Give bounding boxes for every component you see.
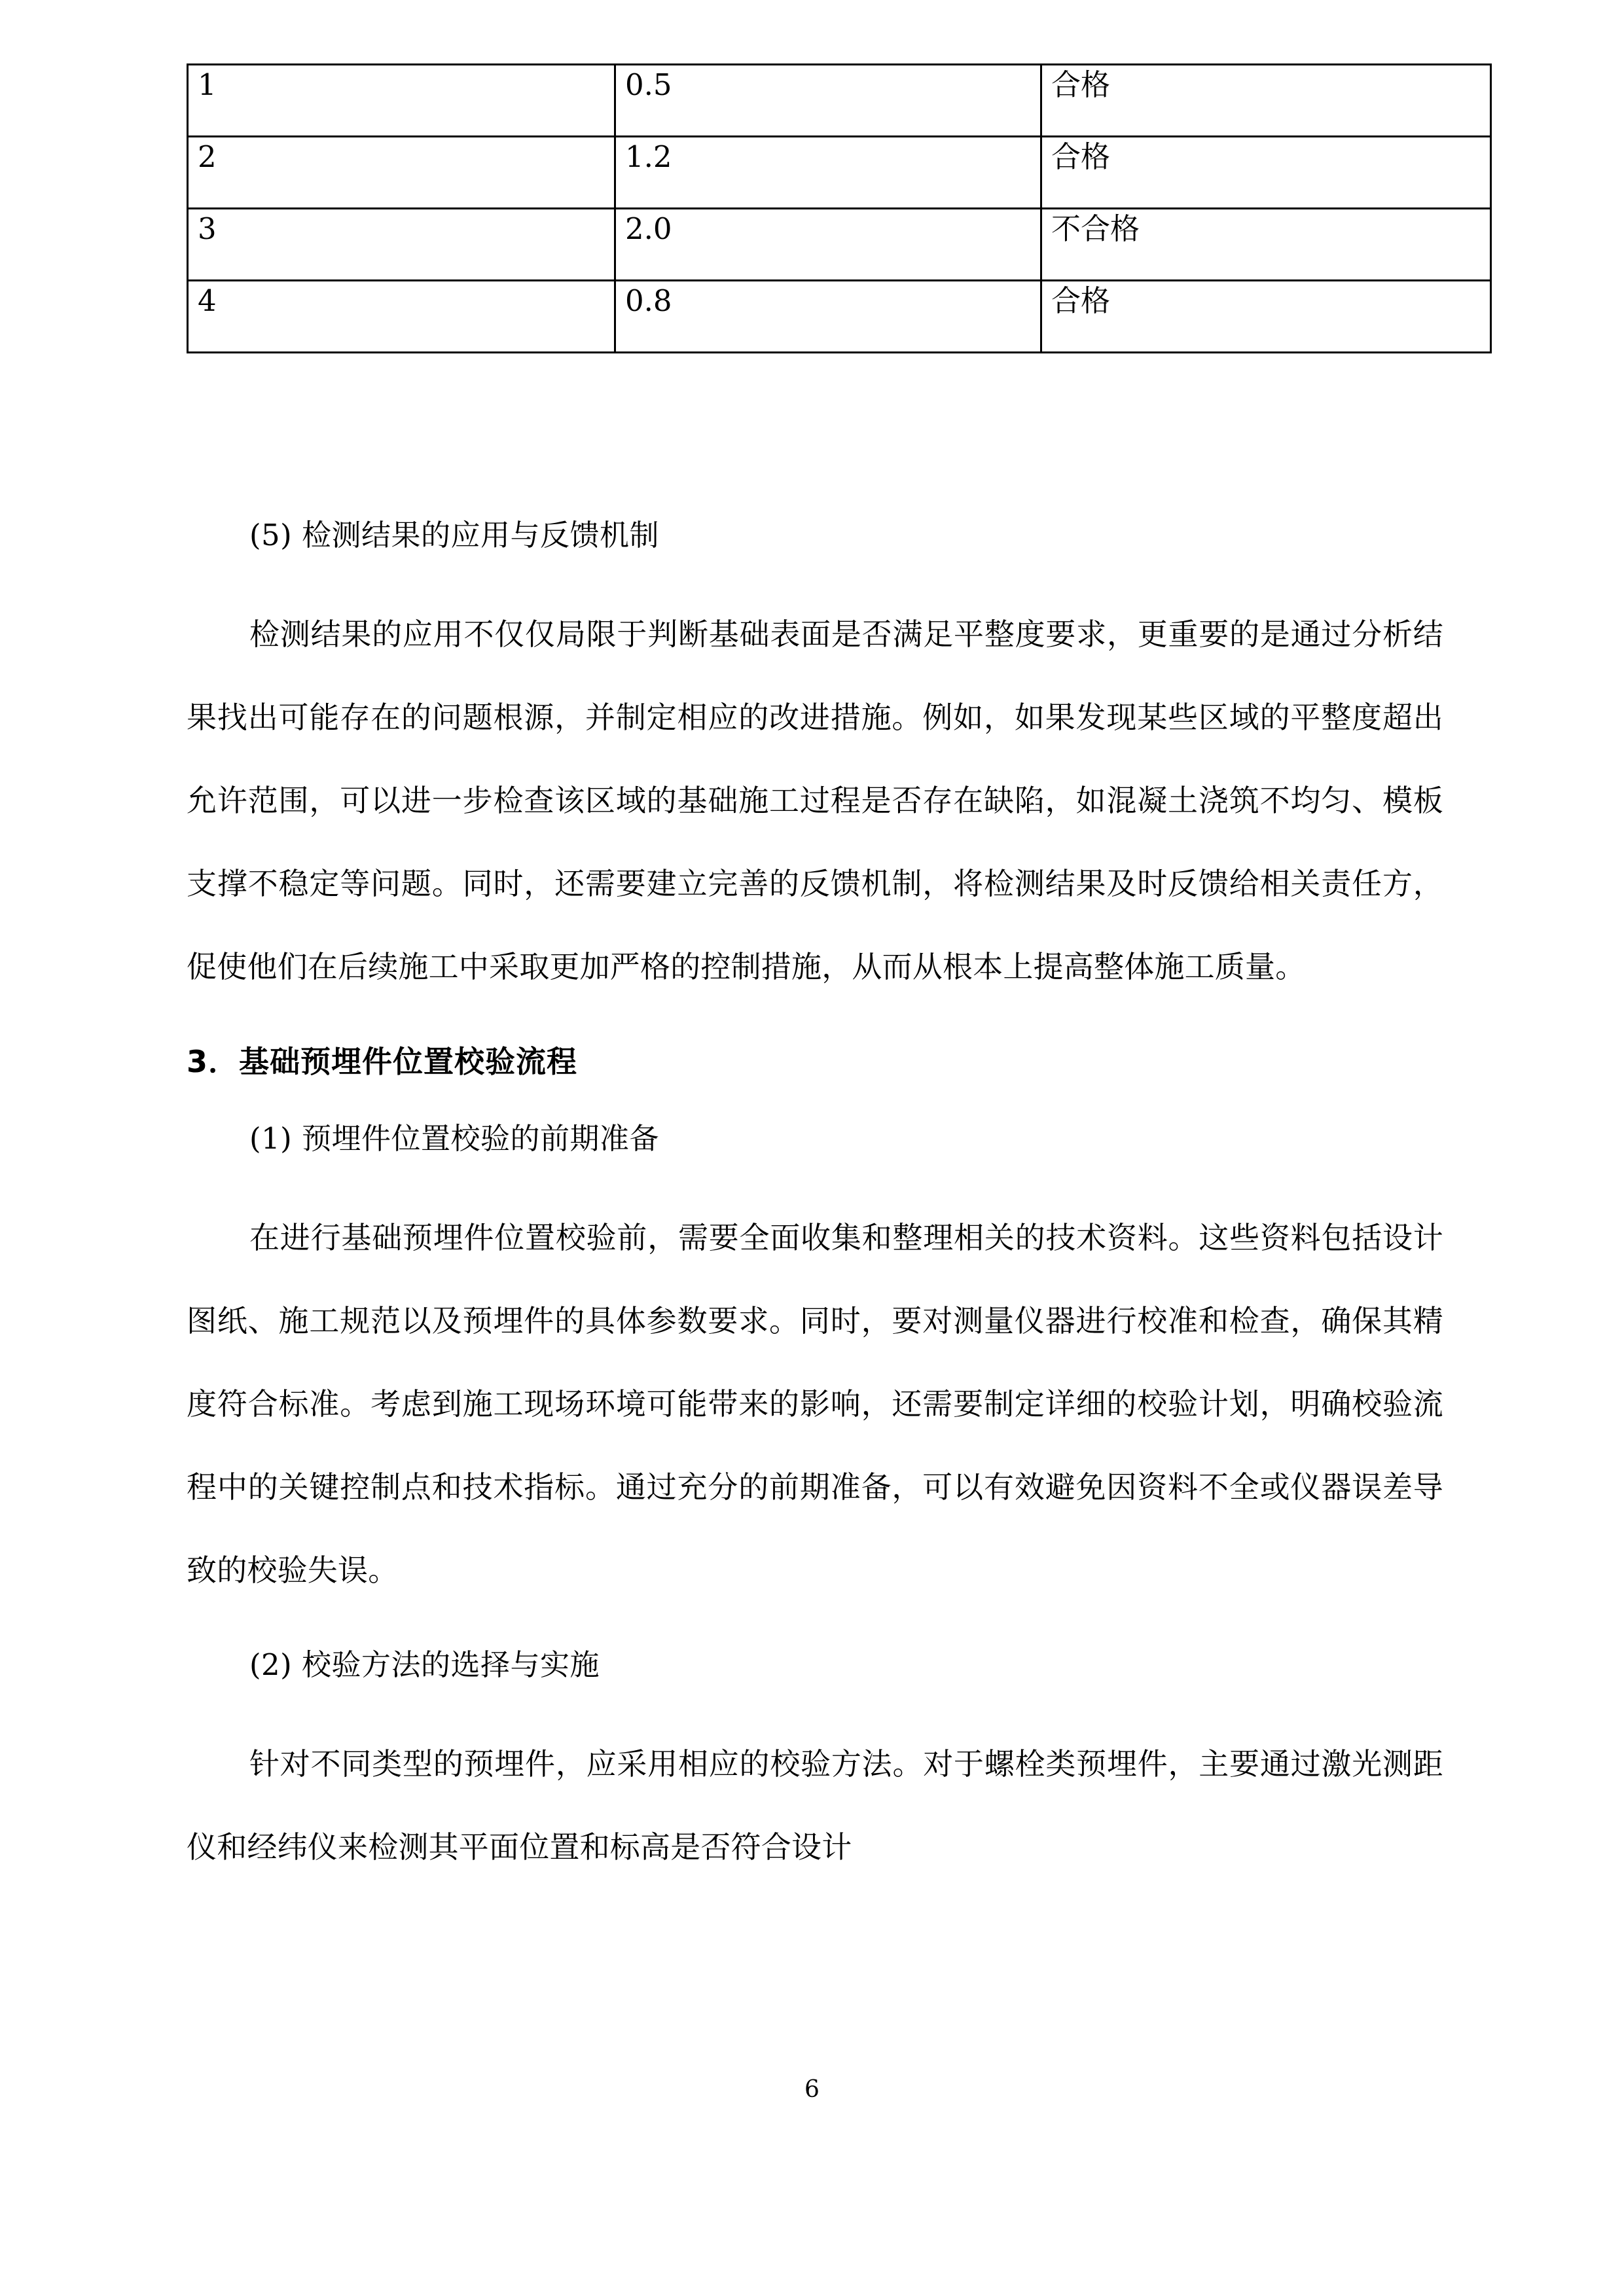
paragraph-feedback-mechanism: 检测结果的应用不仅仅局限于判断基础表面是否满足平整度要求，更重要的是通过分析结果找出可能存在的问题根源，并制定相应的改进措施。例如，如果发现某些区域的平整度超出允许范围，可以进一步检查该区域的基础施工过程是否存在缺陷，如混凝土浇筑不均匀、模板支撑不稳定等问题。同时，还需要建立完善的反馈机制，将检测结果及时反馈给相关责任方，促使他们在后续施工中采取更加严格的控制措施，从而从根本上提高整体施工质量。	[187, 617, 1443, 984]
table-row	[188, 65, 1491, 137]
page-number: 6	[804, 2076, 820, 2103]
spacer	[187, 1009, 1443, 1047]
spacer	[187, 1077, 1443, 1124]
spacer	[187, 1153, 1443, 1196]
spacer	[187, 550, 1443, 593]
cell-measurement-no: 2	[188, 137, 615, 209]
sub-heading-5: (5) 检测结果的应用与反馈机制	[249, 518, 660, 552]
cell-measurement-value: 1.2	[615, 137, 1041, 209]
cell-measurement-no: 3	[188, 209, 615, 281]
cell-measurement-value: 0.5	[615, 65, 1041, 137]
cell-measurement-no: 4	[188, 281, 615, 353]
table-row	[188, 281, 1491, 353]
cell-measurement-result: 合格	[1041, 281, 1491, 353]
paragraph-verification-method: 针对不同类型的预埋件，应采用相应的校验方法。对于螺栓类预埋件，主要通过激光测距仪和经纬仪来检测其平面位置和标高是否符合设计	[187, 1746, 1443, 1865]
table-row	[188, 137, 1491, 209]
cell-measurement-result: 合格	[1041, 137, 1491, 209]
section-heading-3: 3．基础预埋件位置校验流程	[187, 1044, 578, 1079]
cell-measurement-result: 不合格	[1041, 209, 1491, 281]
document-body	[187, 520, 1443, 1889]
spacer	[187, 1612, 1443, 1650]
cell-measurement-no: 1	[188, 65, 615, 137]
cell-measurement-value: 2.0	[615, 209, 1041, 281]
sub-heading-3-1: (1) 预埋件位置校验的前期准备	[249, 1121, 660, 1156]
spacer	[187, 1679, 1443, 1723]
table-row	[188, 209, 1491, 281]
paragraph-preparation: 在进行基础预埋件位置校验前，需要全面收集和整理相关的技术资料。这些资料包括设计图纸、施工规范以及预埋件的具体参数要求。同时，要对测量仪器进行校准和检查，确保其精度符合标准。考虑到施工现场环境可能带来的影响，还需要制定详细的校验计划，明确校验流程中的关键控制点和技术指标。通过充分的前期准备，可以有效避免因资料不全或仪器误差导致的校验失误。	[187, 1220, 1443, 1588]
cell-measurement-result: 合格	[1041, 65, 1491, 137]
cell-measurement-value: 0.8	[615, 281, 1041, 353]
table-body	[188, 65, 1491, 353]
sub-heading-3-2: (2) 校验方法的选择与实施	[249, 1647, 600, 1682]
inspection-results-table	[187, 63, 1492, 353]
